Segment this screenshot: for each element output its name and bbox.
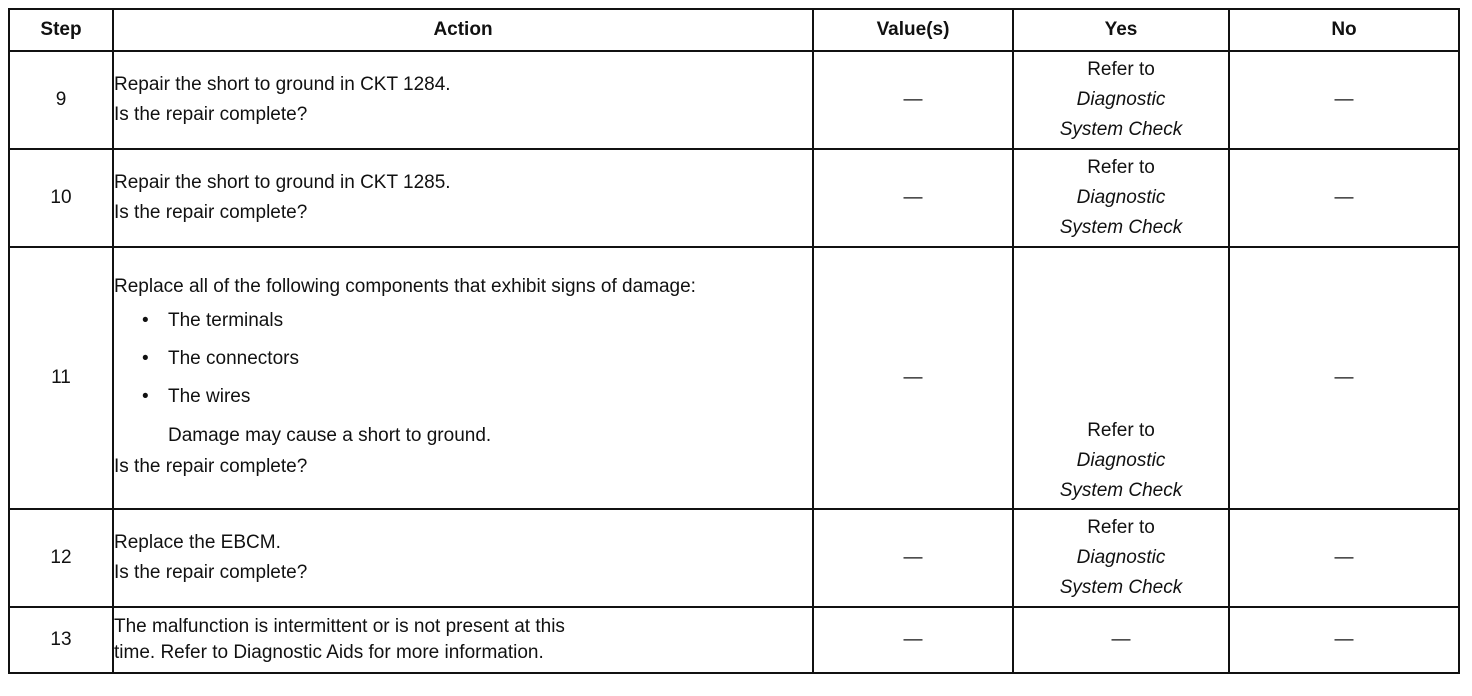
component-list xyxy=(114,302,812,416)
action-cell xyxy=(113,51,813,149)
yes-link-system-check: System Check xyxy=(1059,480,1183,501)
values-cell: — xyxy=(813,247,1013,509)
header-row xyxy=(9,9,1459,51)
yes-refer-to: Refer to xyxy=(1087,59,1155,80)
action-text: Replace the EBCM. xyxy=(114,532,281,553)
action-question: Is the repair complete? xyxy=(114,562,308,583)
bullet-icon: • xyxy=(142,348,149,369)
step-number: 12 xyxy=(9,509,113,607)
action-text: The malfunction is intermittent or is not present at this xyxy=(114,616,565,637)
yes-cell xyxy=(1013,51,1229,149)
action-cell xyxy=(113,247,813,509)
yes-link-diagnostic: Diagnostic xyxy=(1076,450,1166,471)
yes-link-diagnostic: Diagnostic xyxy=(1076,187,1166,208)
yes-link-diagnostic: Diagnostic xyxy=(1076,89,1166,110)
action-question: Is the repair complete? xyxy=(114,104,308,125)
yes-refer-to: Refer to xyxy=(1087,157,1155,178)
no-cell: — xyxy=(1229,607,1459,673)
action-question: Is the repair complete? xyxy=(114,456,308,477)
yes-cell xyxy=(1013,509,1229,607)
header-no: No xyxy=(1229,9,1459,51)
no-cell: — xyxy=(1229,149,1459,247)
list-item xyxy=(142,378,812,416)
table-row xyxy=(9,247,1459,509)
action-text: Repair the short to ground in CKT 1284. xyxy=(114,74,451,95)
yes-link-system-check: System Check xyxy=(1059,577,1183,598)
list-item-label: The terminals xyxy=(168,310,284,331)
diagnostic-table xyxy=(8,8,1460,674)
step-number: 13 xyxy=(9,607,113,673)
yes-link-diagnostic: Diagnostic xyxy=(1076,547,1166,568)
no-cell: — xyxy=(1229,51,1459,149)
no-cell: — xyxy=(1229,247,1459,509)
no-cell: — xyxy=(1229,509,1459,607)
action-cell xyxy=(113,509,813,607)
yes-refer-to: Refer to xyxy=(1087,517,1155,538)
action-cell xyxy=(113,607,813,673)
list-item-label: The wires xyxy=(168,386,251,407)
values-cell: — xyxy=(813,607,1013,673)
yes-cell: — xyxy=(1013,607,1229,673)
bullet-icon: • xyxy=(142,386,149,407)
yes-link-system-check: System Check xyxy=(1059,217,1183,238)
header-step: Step xyxy=(9,9,113,51)
values-cell: — xyxy=(813,149,1013,247)
table-row xyxy=(9,509,1459,607)
step-number: 11 xyxy=(9,247,113,509)
values-cell: — xyxy=(813,509,1013,607)
action-cell xyxy=(113,149,813,247)
bullet-icon: • xyxy=(142,310,149,331)
header-action: Action xyxy=(113,9,813,51)
action-text: Repair the short to ground in CKT 1285. xyxy=(114,172,451,193)
yes-refer-to: Refer to xyxy=(1087,420,1155,441)
step-number: 10 xyxy=(9,149,113,247)
table-row xyxy=(9,51,1459,149)
action-text: time. Refer to Diagnostic Aids for more information. xyxy=(114,642,544,663)
list-item xyxy=(142,302,812,340)
header-values: Value(s) xyxy=(813,9,1013,51)
action-note: Damage may cause a short to ground. xyxy=(168,425,492,446)
action-question: Is the repair complete? xyxy=(114,202,308,223)
step-number: 9 xyxy=(9,51,113,149)
action-text: Replace all of the following components that exhibit signs of damage: xyxy=(114,276,696,297)
list-item xyxy=(142,340,812,378)
yes-cell xyxy=(1013,247,1229,509)
table-row xyxy=(9,607,1459,673)
header-yes: Yes xyxy=(1013,9,1229,51)
yes-link-system-check: System Check xyxy=(1059,119,1183,140)
yes-cell xyxy=(1013,149,1229,247)
list-item-label: The connectors xyxy=(168,348,299,369)
values-cell: — xyxy=(813,51,1013,149)
table-row xyxy=(9,149,1459,247)
